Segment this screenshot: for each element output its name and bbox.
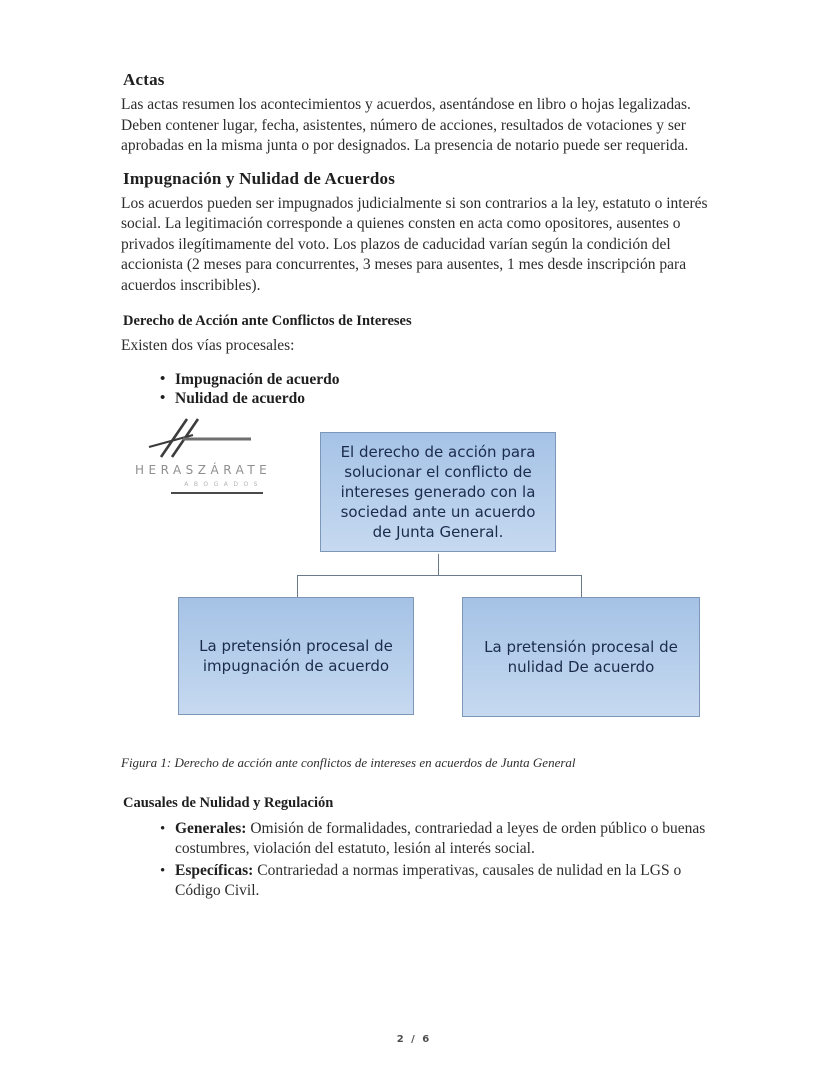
diagram-box-impugnacion: La pretensión procesal de impugnación de acuerdo <box>178 597 414 715</box>
paragraph-vias: Existen dos vías procesales: <box>121 337 295 354</box>
page-number: 2 / 6 <box>396 1034 432 1045</box>
bullet-label-especificas: Específicas: <box>175 861 254 879</box>
list-item-especificas <box>160 861 709 902</box>
logo-monogram-icon <box>147 415 257 461</box>
paragraph-impugnacion: Los acuerdos pueden ser impugnados judicialmente si son contrarios a la ley, estatuto o interés social. La legitimación corresponde a quienes consten en acta como opositores, ausentes o privados ilegítimamente del voto. Los plazos de caducidad varían según la condición del accionista (2 meses para concurrentes, 3 meses para ausentes, 1 mes desde inscripción para acuerdos inscribibles). <box>121 194 708 294</box>
connector-vertical-right <box>581 575 582 597</box>
page-content <box>121 70 709 903</box>
logo-name: HERASZÁRATE <box>135 462 272 477</box>
bullet-text-generales: Omisión de formalidades, contrariedad a leyes de orden público o buenas costumbres, violación del estatuto, lesión al interés social. <box>175 819 706 857</box>
heading-causales: Causales de Nulidad y Regulación <box>123 794 334 811</box>
diagram-box-nulidad: La pretensión procesal de nulidad De acuerdo <box>462 597 700 717</box>
paragraph-actas: Las actas resumen los acontecimientos y acuerdos, asentándose en libro o hojas legalizadas. Deben contener lugar, fecha, asistentes, número de acciones, resultados de votaciones y ser aprobadas en la misma junta o por designados. La presencia de notario puede ser requerida. <box>121 96 691 154</box>
heading-impugnacion: Impugnación y Nulidad de Acuerdos <box>123 168 396 188</box>
figure-caption: Figura 1: Derecho de acción ante conflictos de intereses en acuerdos de Junta General <box>121 754 576 770</box>
logo-subtitle: ABOGADOS <box>184 480 263 488</box>
logo-rule <box>171 492 263 494</box>
figure-diagram <box>121 415 709 727</box>
connector-vertical-top <box>438 554 439 575</box>
heading-derecho-accion: Derecho de Acción ante Conflictos de Intereses <box>123 313 412 329</box>
list-item-generales <box>160 819 709 860</box>
list-item-impugnacion: • Impugnación de acuerdo <box>160 370 709 390</box>
heraszarate-logo <box>135 415 272 494</box>
connector-vertical-left <box>297 575 298 597</box>
bullet-label-generales: Generales: <box>175 819 247 837</box>
causales-list <box>121 819 709 902</box>
heading-actas: Actas <box>123 70 165 89</box>
connector-horizontal <box>297 575 582 576</box>
bullet-text-especificas: Contrariedad a normas imperativas, causales de nulidad en la LGS o Código Civil. <box>175 861 682 899</box>
diagram-box-top: El derecho de acción para solucionar el conflicto de intereses generado con la sociedad ante un acuerdo de Junta General. <box>320 432 556 552</box>
list-item-nulidad: • Nulidad de acuerdo <box>160 389 709 409</box>
vias-list <box>121 370 709 409</box>
